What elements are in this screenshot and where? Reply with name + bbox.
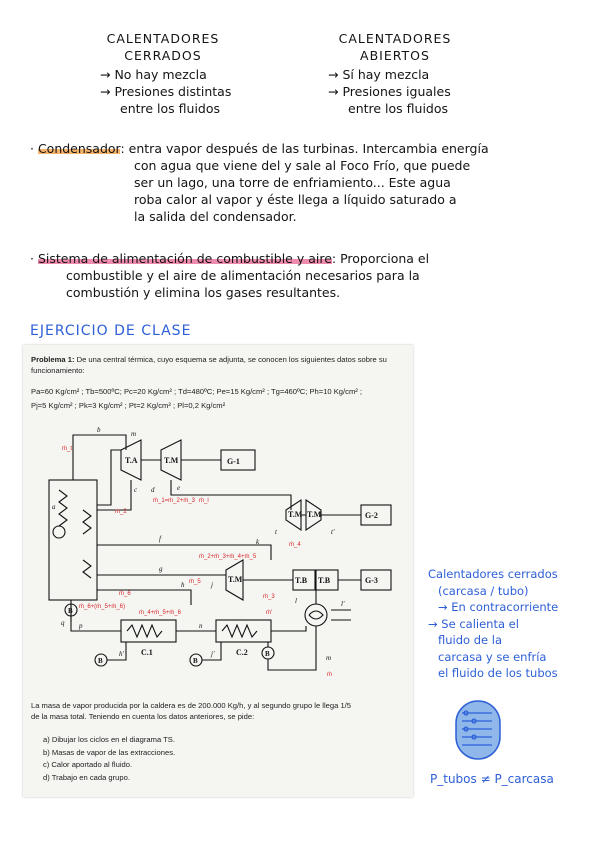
point-label: p: [79, 622, 83, 630]
steam-line: [111, 450, 121, 472]
point-label: f: [159, 535, 161, 543]
point-label: h: [181, 581, 185, 589]
annotation: ṁ_2: [115, 509, 127, 515]
open-heaters-heading: [315, 30, 475, 64]
closing-line: de la masa total. Teniendo en cuenta los datos anteriores, se pide:: [31, 711, 255, 721]
heater-c2: [216, 620, 271, 642]
heading-line: CALENTADORES: [106, 31, 220, 46]
question-item: c) Calor aportado al fluido.: [43, 760, 133, 769]
sistema-term: Sistema de alimentación de combustible y aire: [37, 251, 332, 266]
condenser-coil: [309, 611, 323, 619]
note-line: Calentadores cerrados: [428, 567, 558, 581]
point-label: d: [151, 486, 155, 494]
label-tb1: T.B: [295, 576, 308, 585]
point-label: j': [211, 650, 215, 658]
heading-line: ABIERTOS: [360, 48, 430, 63]
annotation: ṁ_l: [199, 498, 209, 504]
point-label: t': [331, 528, 335, 536]
point-label: a: [52, 503, 56, 511]
text-line: ser un lago, una torre de enfriamiento... Este agua: [134, 175, 451, 190]
label-tm1: T.M: [164, 456, 179, 465]
annotation: ṁ_4+ṁ_5+ṁ_6: [139, 610, 182, 616]
note-line: fluido de la: [438, 633, 502, 647]
question-item: a) Dibujar los ciclos en el diagrama TS.: [43, 735, 175, 744]
label-pump: B: [265, 650, 270, 658]
point-label: n: [199, 622, 203, 630]
text-line: combustible y el aire de alimentación necesarios para la: [66, 268, 420, 283]
annotation: ṁ_2+ṁ_3+ṁ_4+ṁ_5: [199, 554, 257, 560]
boiler-fan: [53, 526, 65, 538]
note-line: (carcasa / tubo): [438, 583, 529, 598]
annotation: ṁ_t: [62, 446, 73, 452]
boiler-coil: [59, 490, 67, 526]
point-label: m: [326, 654, 332, 662]
point-label: e: [177, 484, 181, 492]
annotation: ṁ: [327, 672, 332, 678]
heading-line: CALENTADORES: [338, 31, 452, 46]
point-label: h': [119, 650, 124, 658]
boiler-coil: [83, 510, 91, 534]
list-item: → No hay mezcla: [100, 67, 207, 82]
condensador-term: Condensador: [37, 141, 121, 156]
list-item: → Sí hay mezcla: [328, 67, 430, 82]
open-heaters-list: [328, 66, 518, 117]
point-label: l: [295, 597, 297, 605]
problem-title: Problema 1:: [31, 355, 75, 364]
steam-line-e: [171, 480, 291, 510]
problem-intro: [31, 355, 406, 376]
side-note: [428, 566, 596, 682]
section-title: EJERCICIO DE CLASE: [30, 323, 192, 339]
label-tm3: T.M: [307, 510, 322, 519]
steam-line-b: [73, 435, 126, 480]
point-label: g: [159, 565, 163, 573]
heat-exchanger-sketch-icon: [448, 697, 508, 763]
label-g1: G-1: [227, 457, 240, 466]
point-label: j: [211, 581, 213, 589]
cooling-water-line: [331, 610, 351, 620]
steam-line-h: [97, 590, 191, 605]
label-c2: C.2: [236, 648, 248, 657]
steam-line: [97, 472, 111, 505]
annotation: ṁ_6+(ṁ_5+ṁ_6): [79, 604, 126, 610]
closing-line: La masa de vapor producida por la caldera es de 200.000 Kg/h, y al segundo grupo le llega 1/5: [31, 701, 352, 710]
question-item: b) Masas de vapor de las extracciones.: [43, 747, 176, 757]
annotation: ṁ_1=ṁ_2+ṁ_3: [153, 498, 196, 504]
text-line: la salida del condensador.: [134, 209, 297, 224]
text-line: : entra vapor después de las turbinas. Intercambia energía: [120, 141, 489, 156]
sistema-paragraph: · Sistema de alimentación de combustible y aire: Proporciona el combustible y el aire de alimentación necesarios para la combustión y elimina los gases resultantes.: [30, 250, 590, 301]
label-tm2: T.M: [288, 510, 303, 519]
label-g3: G-3: [365, 576, 378, 585]
list-item: entre los fluidos: [348, 101, 449, 116]
closed-heaters-list: [100, 66, 280, 117]
closed-heaters-heading: [78, 30, 248, 64]
question-item: d) Trabajo en cada grupo.: [43, 772, 130, 782]
point-label: b: [97, 426, 101, 434]
note-line: → En contracorriente: [438, 600, 559, 614]
annotation: ṁ': [266, 610, 273, 616]
text-line: roba calor al vapor y éste llega a líquido saturado a: [134, 192, 457, 207]
heater-c1: [121, 620, 176, 642]
annotation: ṁ_3: [263, 594, 275, 600]
heater-c1-coil: [127, 625, 162, 637]
condensador-paragraph: · Condensador: entra vapor después de las turbinas. Intercambia energía con agua que viene del y sale al Foco Frío, que puede ser un lago, una torre de enfriamiento... Este agua roba calor al vapor y éste llega a líquido saturado a la salida del condensador.: [30, 140, 590, 225]
heater-c2-coil: [222, 625, 257, 637]
label-ta: T.A: [125, 456, 138, 465]
annotation: ṁ_6: [119, 591, 131, 597]
point-label: m: [131, 430, 137, 438]
note-line: → Se calienta el: [428, 616, 519, 631]
list-item: → Presiones distintas: [100, 84, 232, 99]
note-line: el fluido de los tubos: [438, 666, 558, 680]
point-label: l': [341, 600, 345, 608]
list-item: → Presiones iguales: [328, 84, 451, 99]
text-line: : Proporciona el: [331, 251, 430, 266]
problem-data-line: Pa=60 Kg/cm² ; Tb=500ºC; Pc=20 Kg/cm² ; Td=480ºC; Pe=15 Kg/cm² ; Tg=460ºC; Ph=10 Kg/cm² ;: [31, 387, 363, 396]
annotation: ṁ_5: [189, 579, 201, 585]
label-pump: B: [193, 657, 198, 665]
annotation: ṁ_4: [289, 542, 301, 548]
label-tm4: T.M: [228, 575, 243, 584]
problem-data-line: Pj=5 Kg/cm² ; Pk=3 Kg/cm² ; Pt=2 Kg/cm² ; Pl=0,2 Kg/cm²: [31, 401, 226, 410]
text-line: con agua que viene del y sale al Foco Frío, que puede: [134, 158, 471, 173]
label-pump: B: [98, 657, 103, 665]
point-label: q: [61, 619, 65, 627]
note-line: carcasa y se enfría: [438, 649, 547, 664]
point-label: t: [275, 528, 277, 536]
label-c1: C.1: [141, 648, 153, 657]
label-pump: B: [68, 607, 73, 615]
heading-line: CERRADOS: [124, 48, 202, 63]
list-item: entre los fluidos: [120, 101, 221, 116]
label-g2: G-2: [365, 511, 378, 520]
boiler-coil: [83, 560, 91, 578]
boiler: [49, 480, 97, 600]
pressure-equation: P_tubos ≠ P_carcasa: [430, 772, 554, 786]
question-list: [43, 734, 403, 784]
power-plant-schematic: [31, 410, 405, 692]
label-tb2: T.B: [318, 576, 331, 585]
problem-intro-text: De una central térmica, cuyo esquema se adjunta, se conocen los siguientes datos sobre su funcionamiento:: [31, 355, 387, 375]
point-label: k: [256, 538, 260, 546]
point-label: c: [134, 486, 138, 494]
problem-closing: [31, 701, 409, 722]
text-line: combustión y elimina los gases resultantes.: [66, 285, 341, 300]
